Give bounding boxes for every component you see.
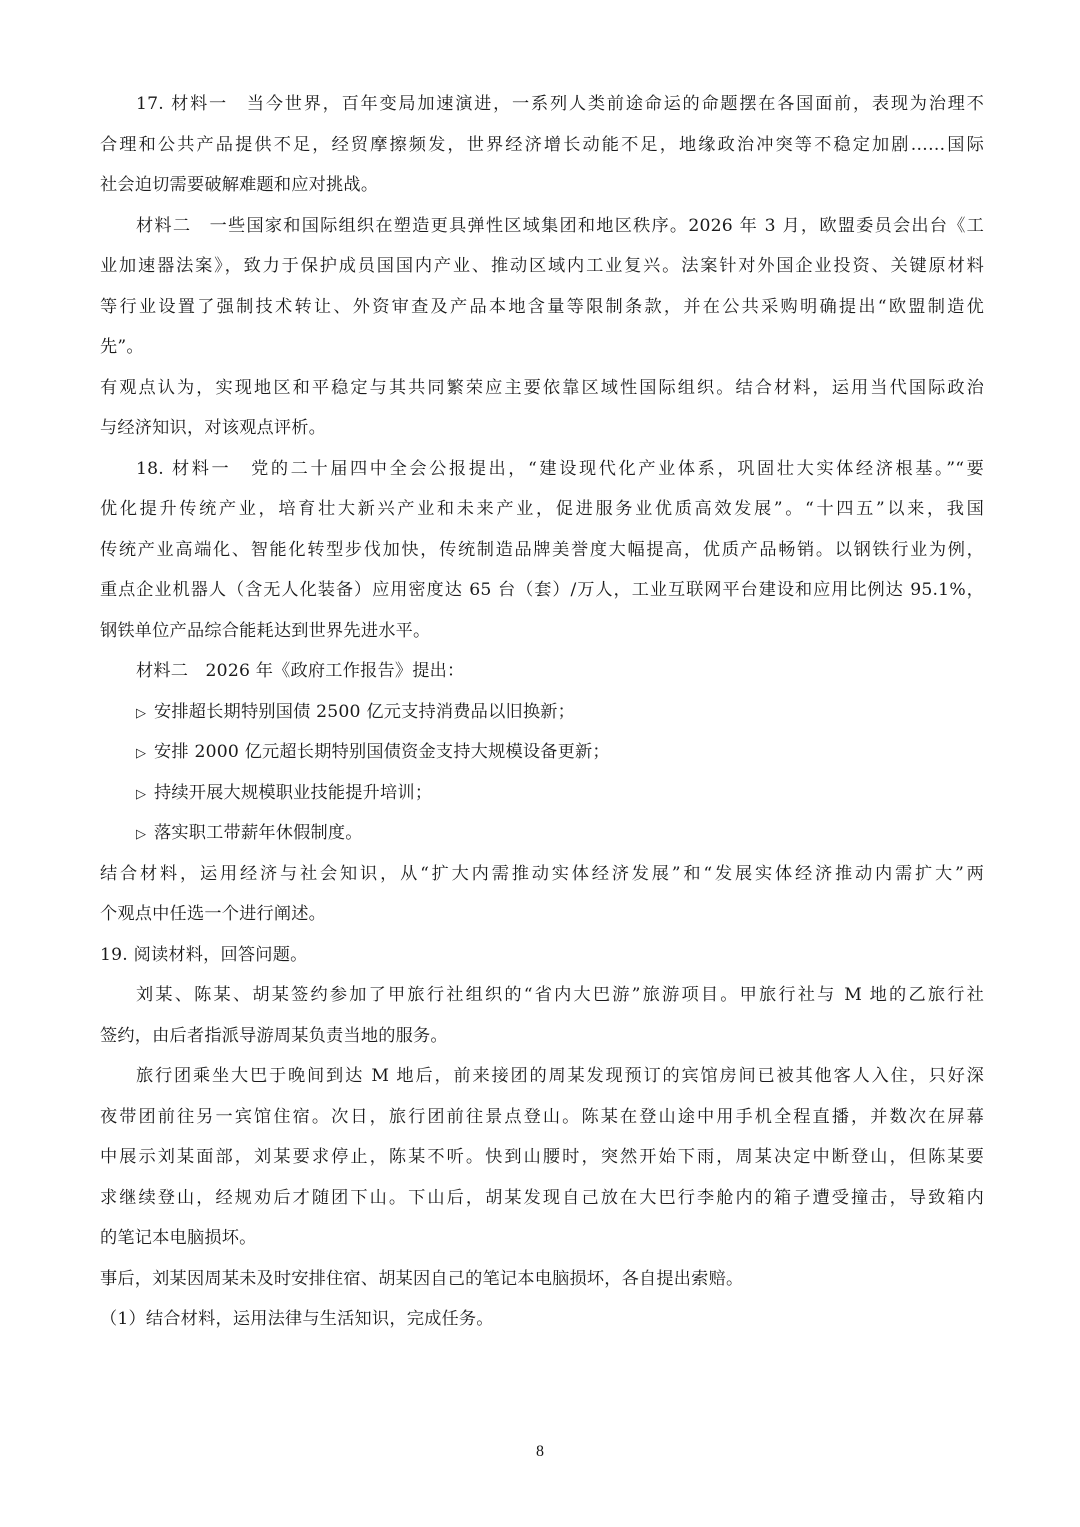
question-19 bbox=[100, 935, 984, 1340]
paragraph-line: 的笔记本电脑损坏。 bbox=[100, 1228, 257, 1248]
paragraph-line: 业加速器法案》，致力于保护成员国国内产业、推动区域内工业复兴。法案针对外国企业投资、关键原材料 bbox=[100, 256, 984, 276]
question-18 bbox=[100, 449, 984, 935]
paragraph-line: 重点企业机器人（含无人化装备）应用密度达 65 台（套）/万人，工业互联网平台建设和应用比例达 95.1%， bbox=[100, 580, 984, 600]
bullet-item bbox=[100, 773, 984, 814]
bullet-item bbox=[100, 732, 984, 773]
bullet-text: 落实职工带薪年休假制度。 bbox=[154, 823, 363, 843]
bullet-item bbox=[100, 692, 984, 733]
paragraph-line: 材料二 一些国家和国际组织在塑造更具弹性区域集团和地区秩序。2026 年 3 月，欧盟委员会出台《工 bbox=[136, 215, 984, 236]
bullet-text: 安排超长期特别国债 2500 亿元支持消费品以旧换新； bbox=[154, 701, 576, 722]
bullet-text: 安排 2000 亿元超长期特别国债资金支持大规模设备更新； bbox=[154, 742, 610, 762]
paragraph-line: 结合材料，运用经济与社会知识，从“扩大内需推动实体经济发展”和“发展实体经济推动内需扩大”两 bbox=[100, 863, 984, 884]
paragraph-line: 材料二 2026 年《政府工作报告》提出： bbox=[136, 661, 465, 681]
bullet-item bbox=[100, 813, 984, 854]
question-17 bbox=[100, 84, 984, 449]
paragraph-line: 事后，刘某因周某未及时安排住宿、胡某因自己的笔记本电脑损坏，各自提出索赔。 bbox=[100, 1268, 744, 1289]
paragraph-line: 先”。 bbox=[100, 337, 144, 357]
paragraph-line: 旅行团乘坐大巴于晚间到达 M 地后，前来接团的周某发现预订的宾馆房间已被其他客人入住，只好深 bbox=[136, 1066, 984, 1086]
bullet-text: 持续开展大规模职业技能提升培训； bbox=[154, 782, 433, 803]
triangle-bullet-icon: ▷ bbox=[136, 786, 147, 802]
paragraph-line: 钢铁单位产品综合能耗达到世界先进水平。 bbox=[100, 620, 431, 641]
paragraph-line: （1）结合材料，运用法律与生活知识，完成任务。 bbox=[100, 1309, 494, 1329]
paragraph-line: 优化提升传统产业，培育壮大新兴产业和未来产业，促进服务业优质高效发展”。“十四五”以来，我国 bbox=[100, 499, 984, 519]
paragraph-line: 19. 阅读材料，回答问题。 bbox=[100, 944, 308, 965]
paragraph-line: 个观点中任选一个进行阐述。 bbox=[100, 904, 327, 924]
paragraph-line: 社会迫切需要破解难题和应对挑战。 bbox=[100, 175, 379, 195]
paragraph-line: 签约，由后者指派导游周某负责当地的服务。 bbox=[100, 1025, 448, 1046]
paragraph-line: 传统产业高端化、智能化转型步伐加快，传统制造品牌美誉度大幅提高，优质产品畅销。以钢铁行业为例， bbox=[100, 539, 984, 560]
paragraph-line: 18. 材料一 党的二十届四中全会公报提出，“建设现代化产业体系，巩固壮大实体经济根基。”“要 bbox=[136, 458, 984, 479]
paragraph-line: 夜带团前往另一宾馆住宿。次日，旅行团前往景点登山。陈某在登山途中用手机全程直播，并数次在屏幕 bbox=[100, 1106, 984, 1127]
document-page bbox=[100, 84, 984, 1340]
triangle-bullet-icon: ▷ bbox=[136, 705, 147, 721]
triangle-bullet-icon: ▷ bbox=[136, 827, 147, 842]
paragraph-line: 有观点认为，实现地区和平稳定与其共同繁荣应主要依靠区域性国际组织。结合材料，运用当代国际政治 bbox=[100, 377, 984, 398]
paragraph-line: 合理和公共产品提供不足，经贸摩擦频发，世界经济增长动能不足，地缘政治冲突等不稳定加剧……国际 bbox=[100, 134, 984, 155]
paragraph-line: 刘某、陈某、胡某签约参加了甲旅行社组织的“省内大巴游”旅游项目。甲旅行社与 M 地的乙旅行社 bbox=[136, 985, 984, 1005]
paragraph-line: 中展示刘某面部，刘某要求停止，陈某不听。快到山腰时，突然开始下雨，周某决定中断登山，但陈某要 bbox=[100, 1147, 984, 1167]
triangle-bullet-icon: ▷ bbox=[136, 746, 147, 761]
paragraph-line: 求继续登山，经规劝后才随团下山。下山后，胡某发现自己放在大巴行李舱内的箱子遭受撞击，导致箱内 bbox=[100, 1187, 984, 1208]
paragraph-line: 17. 材料一 当今世界，百年变局加速演进，一系列人类前途命运的命题摆在各国面前，表现为治理不 bbox=[136, 94, 984, 114]
page-number: 8 bbox=[536, 1443, 544, 1460]
paragraph-line: 等行业设置了强制技术转让、外资审查及产品本地含量等限制条款，并在公共采购明确提出“欧盟制造优 bbox=[100, 296, 984, 317]
paragraph-line: 与经济知识，对该观点评析。 bbox=[100, 418, 327, 438]
